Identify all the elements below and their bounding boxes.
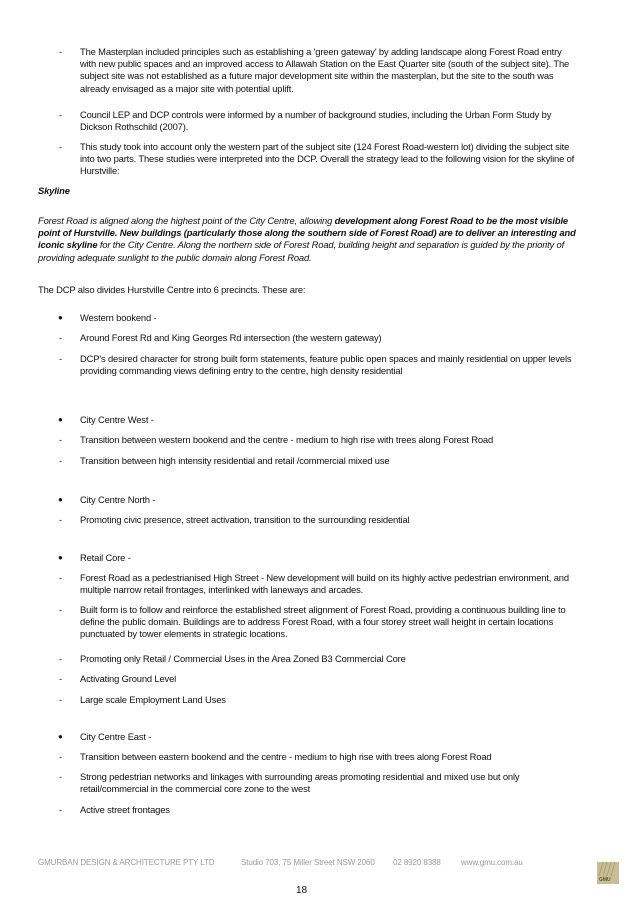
dash-marker: - [59,434,63,445]
list-item: Activating Ground Level [80,673,177,684]
dash-marker: - [59,109,63,120]
dcp-intro: The DCP also divides Hurstville Centre into 6 precincts. These are: [38,284,306,295]
precinct-title-cceast: City Centre East - [80,731,152,742]
dash-marker: - [59,673,63,684]
list-item: Large scale Employment Land Uses [80,694,226,705]
council-paragraph: Council LEP and DCP controls were informed by a number of background studies, including the Urban Form Study by Dickson Rothschild (2007). [80,109,552,133]
precinct-title-retail: Retail Core - [80,552,131,563]
dash-marker: - [59,46,63,57]
list-item: Promoting only Retail / Commercial Uses in the Area Zoned B3 Commercial Core [80,653,406,664]
page-number: 18 [296,885,308,896]
dash-marker: - [59,572,63,583]
bullet-marker: ● [58,495,63,504]
dash-marker: - [59,694,63,705]
dash-marker: - [59,514,63,525]
dash-marker: - [59,653,63,664]
list-item: Promoting civic presence, street activation, transition to the surrounding residential [80,514,410,525]
list-item: Transition between eastern bookend and the centre - medium to high rise with trees along Forest Road [80,751,492,762]
study-paragraph: This study took into account only the western part of the subject site (124 Forest Road-western lot) dividing the subject site into two parts. These studies were interpreted into the DCP. Overall the strategy lead to the following vision for the skyline of Hurstville: [80,141,575,177]
precinct-title-western: Western bookend - [80,312,157,323]
footer-company: GMURBAN DESIGN & ARCHITECTURE PTY LTD [38,858,215,867]
gmu-logo [597,862,619,884]
list-item: Forest Road as a pedestrianised High Street - New development will build on its highly active pedestrian environment, and multiple narrow retail frontages, interlinked with laneways and arcades. [80,572,569,596]
dash-marker: - [59,141,63,152]
list-item: DCP's desired character for strong built form statements, feature public open spaces and mainly residential on upper levels providing commanding views defining entry to the centre, high density residential [80,353,572,377]
skyline-heading: Skyline [38,185,70,196]
precinct-title-ccnorth: City Centre North - [80,494,156,505]
bullet-marker: ● [58,732,63,741]
dash-marker: - [59,804,63,815]
precinct-title-ccwest: City Centre West - [80,414,154,425]
masterplan-paragraph: The Masterplan included principles such as establishing a 'green gateway' by adding landscape along Forest Road entry with new public spaces and an improved access to Allawah Station on the East Quarter site (south of the subject site). The subject site was not established as a future major development site within the masterplan, but the site to the south was already envisaged as a major site with potential uplift. [80,46,570,94]
list-item: Strong pedestrian networks and linkages with surrounding areas promoting residential and mixed use but only retail/commercial in the commercial core zone to the west [80,771,520,795]
bullet-marker: ● [58,415,63,424]
list-item: Active street frontages [80,804,170,815]
bullet-marker: ● [58,313,63,322]
dash-marker: - [59,353,63,364]
list-item: Built form is to follow and reinforce the established street alignment of Forest Road, providing a continuous building line to define the public domain. Buildings are to address Forest Road, with a four storey street wall height in certain locations punctuated by tower elements in strategic locations. [80,604,566,640]
footer-phone: 02 8920 8388 [393,858,441,867]
list-item: Transition between western bookend and the centre - medium to high rise with trees along Forest Road [80,434,494,445]
dash-marker: - [59,332,63,343]
bullet-marker: ● [58,553,63,562]
logo-text: GMU [599,877,611,883]
dash-marker: - [59,751,63,762]
skyline-paragraph: Forest Road is aligned along the highest point of the City Centre, allowing development along Forest Road to be the most visible point of Hurstville. New buildings (particularly those along the southern side of Forest Road) are to deliver an interesting and iconic skyline for the City Centre. Along the northern side of Forest Road, building height and separation is guided by the priority of providing adequate sunlight to the public domain along Forest Road. [38,215,576,263]
dash-marker: - [59,604,63,615]
list-item: Transition between high intensity residential and retail /commercial mixed use [80,455,390,466]
footer-website-link[interactable]: www.gmu.com.au [461,858,523,867]
dash-marker: - [59,455,63,466]
dash-marker: - [59,771,63,782]
list-item: Around Forest Rd and King Georges Rd intersection (the western gateway) [80,332,382,343]
footer-address: Studio 703, 75 Miller Street NSW 2060 [241,858,375,867]
